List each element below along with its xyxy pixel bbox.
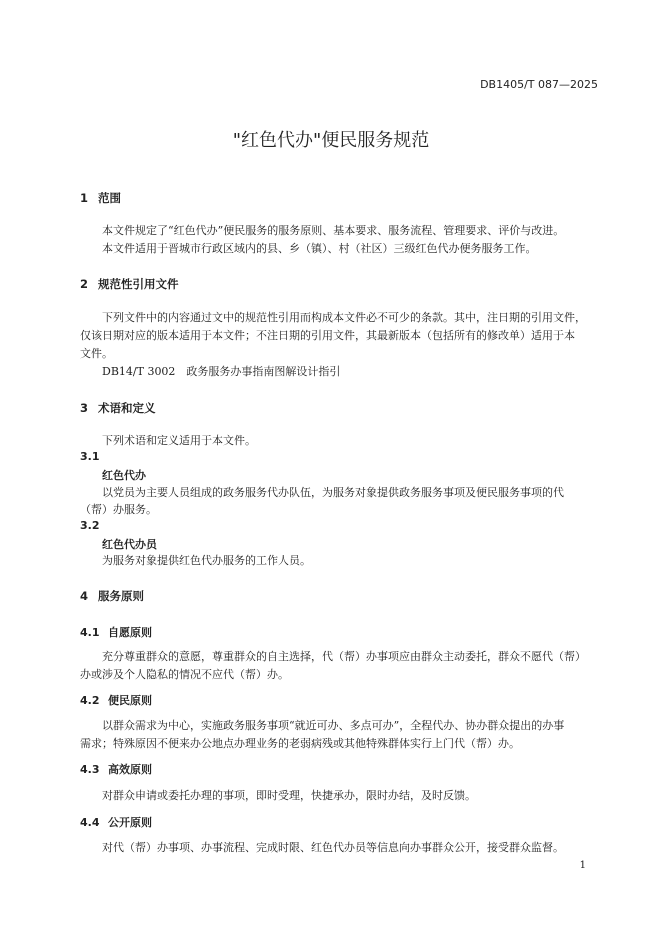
- subsection-4-2-heading: [80, 692, 152, 708]
- section-number: 4: [80, 589, 89, 603]
- document-title: "红色代办"便民服务规范: [232, 130, 430, 151]
- section-title: 范围: [98, 191, 121, 205]
- references-line-2: 仅该日期对应的版本适用于本文件；不注日期的引用文件，其最新版本（包括所有的修改单）适用于本: [80, 329, 575, 342]
- section-1-heading: [80, 190, 121, 206]
- principle-2-line-2: 需求；特殊原因不便来办公地点办理业务的老弱病残或其他特殊群体实行上门代（帮）办。: [80, 737, 520, 750]
- section-number: 3: [80, 401, 89, 415]
- term-2-name: 红色代办员: [102, 538, 157, 551]
- references-line-3: 文件。: [80, 347, 113, 360]
- subsection-4-3-heading: [80, 761, 152, 777]
- subsection-4-1-heading: [80, 624, 152, 640]
- scope-paragraph-1: 本文件规定了“红色代办”便民服务的服务原则、基本要求、服务流程、管理要求、评价与改进。: [102, 224, 565, 237]
- section-title: 服务原则: [98, 589, 144, 603]
- term-1-number: 3.1: [80, 450, 100, 463]
- subsection-number: 4.1: [80, 626, 100, 639]
- subsection-number: 4.3: [80, 763, 100, 776]
- section-title: 术语和定义: [98, 401, 156, 415]
- terms-intro: 下列术语和定义适用于本文件。: [102, 434, 256, 447]
- term-2-number: 3.2: [80, 519, 100, 532]
- section-4-heading: [80, 588, 144, 604]
- references-line-1: 下列文件中的内容通过文中的规范性引用而构成本文件必不可少的条款。其中，注日期的引用文件，: [102, 311, 586, 324]
- term-1-definition-line-2: （帮）办服务。: [80, 503, 157, 516]
- subsection-title: 高效原则: [108, 763, 152, 776]
- subsection-title: 自愿原则: [108, 626, 152, 639]
- principle-3-line-1: 对群众申请或委托办理的事项，即时受理，快捷承办，限时办结，及时反馈。: [102, 789, 476, 802]
- principle-1-line-1: 充分尊重群众的意愿，尊重群众的自主选择，代（帮）办事项应由群众主动委托，群众不愿代（帮）: [102, 650, 586, 663]
- term-1-name: 红色代办: [102, 469, 146, 482]
- subsection-title: 公开原则: [108, 816, 152, 829]
- section-2-heading: [80, 276, 179, 292]
- section-number: 2: [80, 277, 89, 291]
- reference-item: DB14/T 3002 政务服务办事指南图解设计指引: [102, 365, 341, 378]
- term-2-definition: 为服务对象提供红色代办服务的工作人员。: [102, 554, 311, 567]
- standard-code: DB1405/T 087—2025: [480, 78, 598, 91]
- subsection-title: 便民原则: [108, 694, 152, 707]
- term-1-definition-line-1: 以党员为主要人员组成的政务服务代办队伍，为服务对象提供政务服务事项及便民服务事项的代: [102, 486, 564, 499]
- page-number: 1: [579, 860, 586, 871]
- scope-paragraph-2: 本文件适用于晋城市行政区域内的县、乡（镇）、村（社区）三级红色代办便务服务工作。: [102, 242, 537, 255]
- principle-4-line-1: 对代（帮）办事项、办事流程、完成时限、红色代办员等信息向办事群众公开，接受群众监督。: [102, 841, 564, 854]
- section-number: 1: [80, 191, 89, 205]
- principle-2-line-1: 以群众需求为中心，实施政务服务事项“就近可办、多点可办”，全程代办、协办群众提出的办事: [102, 719, 565, 732]
- subsection-4-4-heading: [80, 814, 152, 830]
- principle-1-line-2: 办或涉及个人隐私的情况不应代（帮）办。: [80, 668, 289, 681]
- section-3-heading: [80, 400, 156, 416]
- subsection-number: 4.2: [80, 694, 100, 707]
- subsection-number: 4.4: [80, 816, 100, 829]
- section-title: 规范性引用文件: [98, 277, 179, 291]
